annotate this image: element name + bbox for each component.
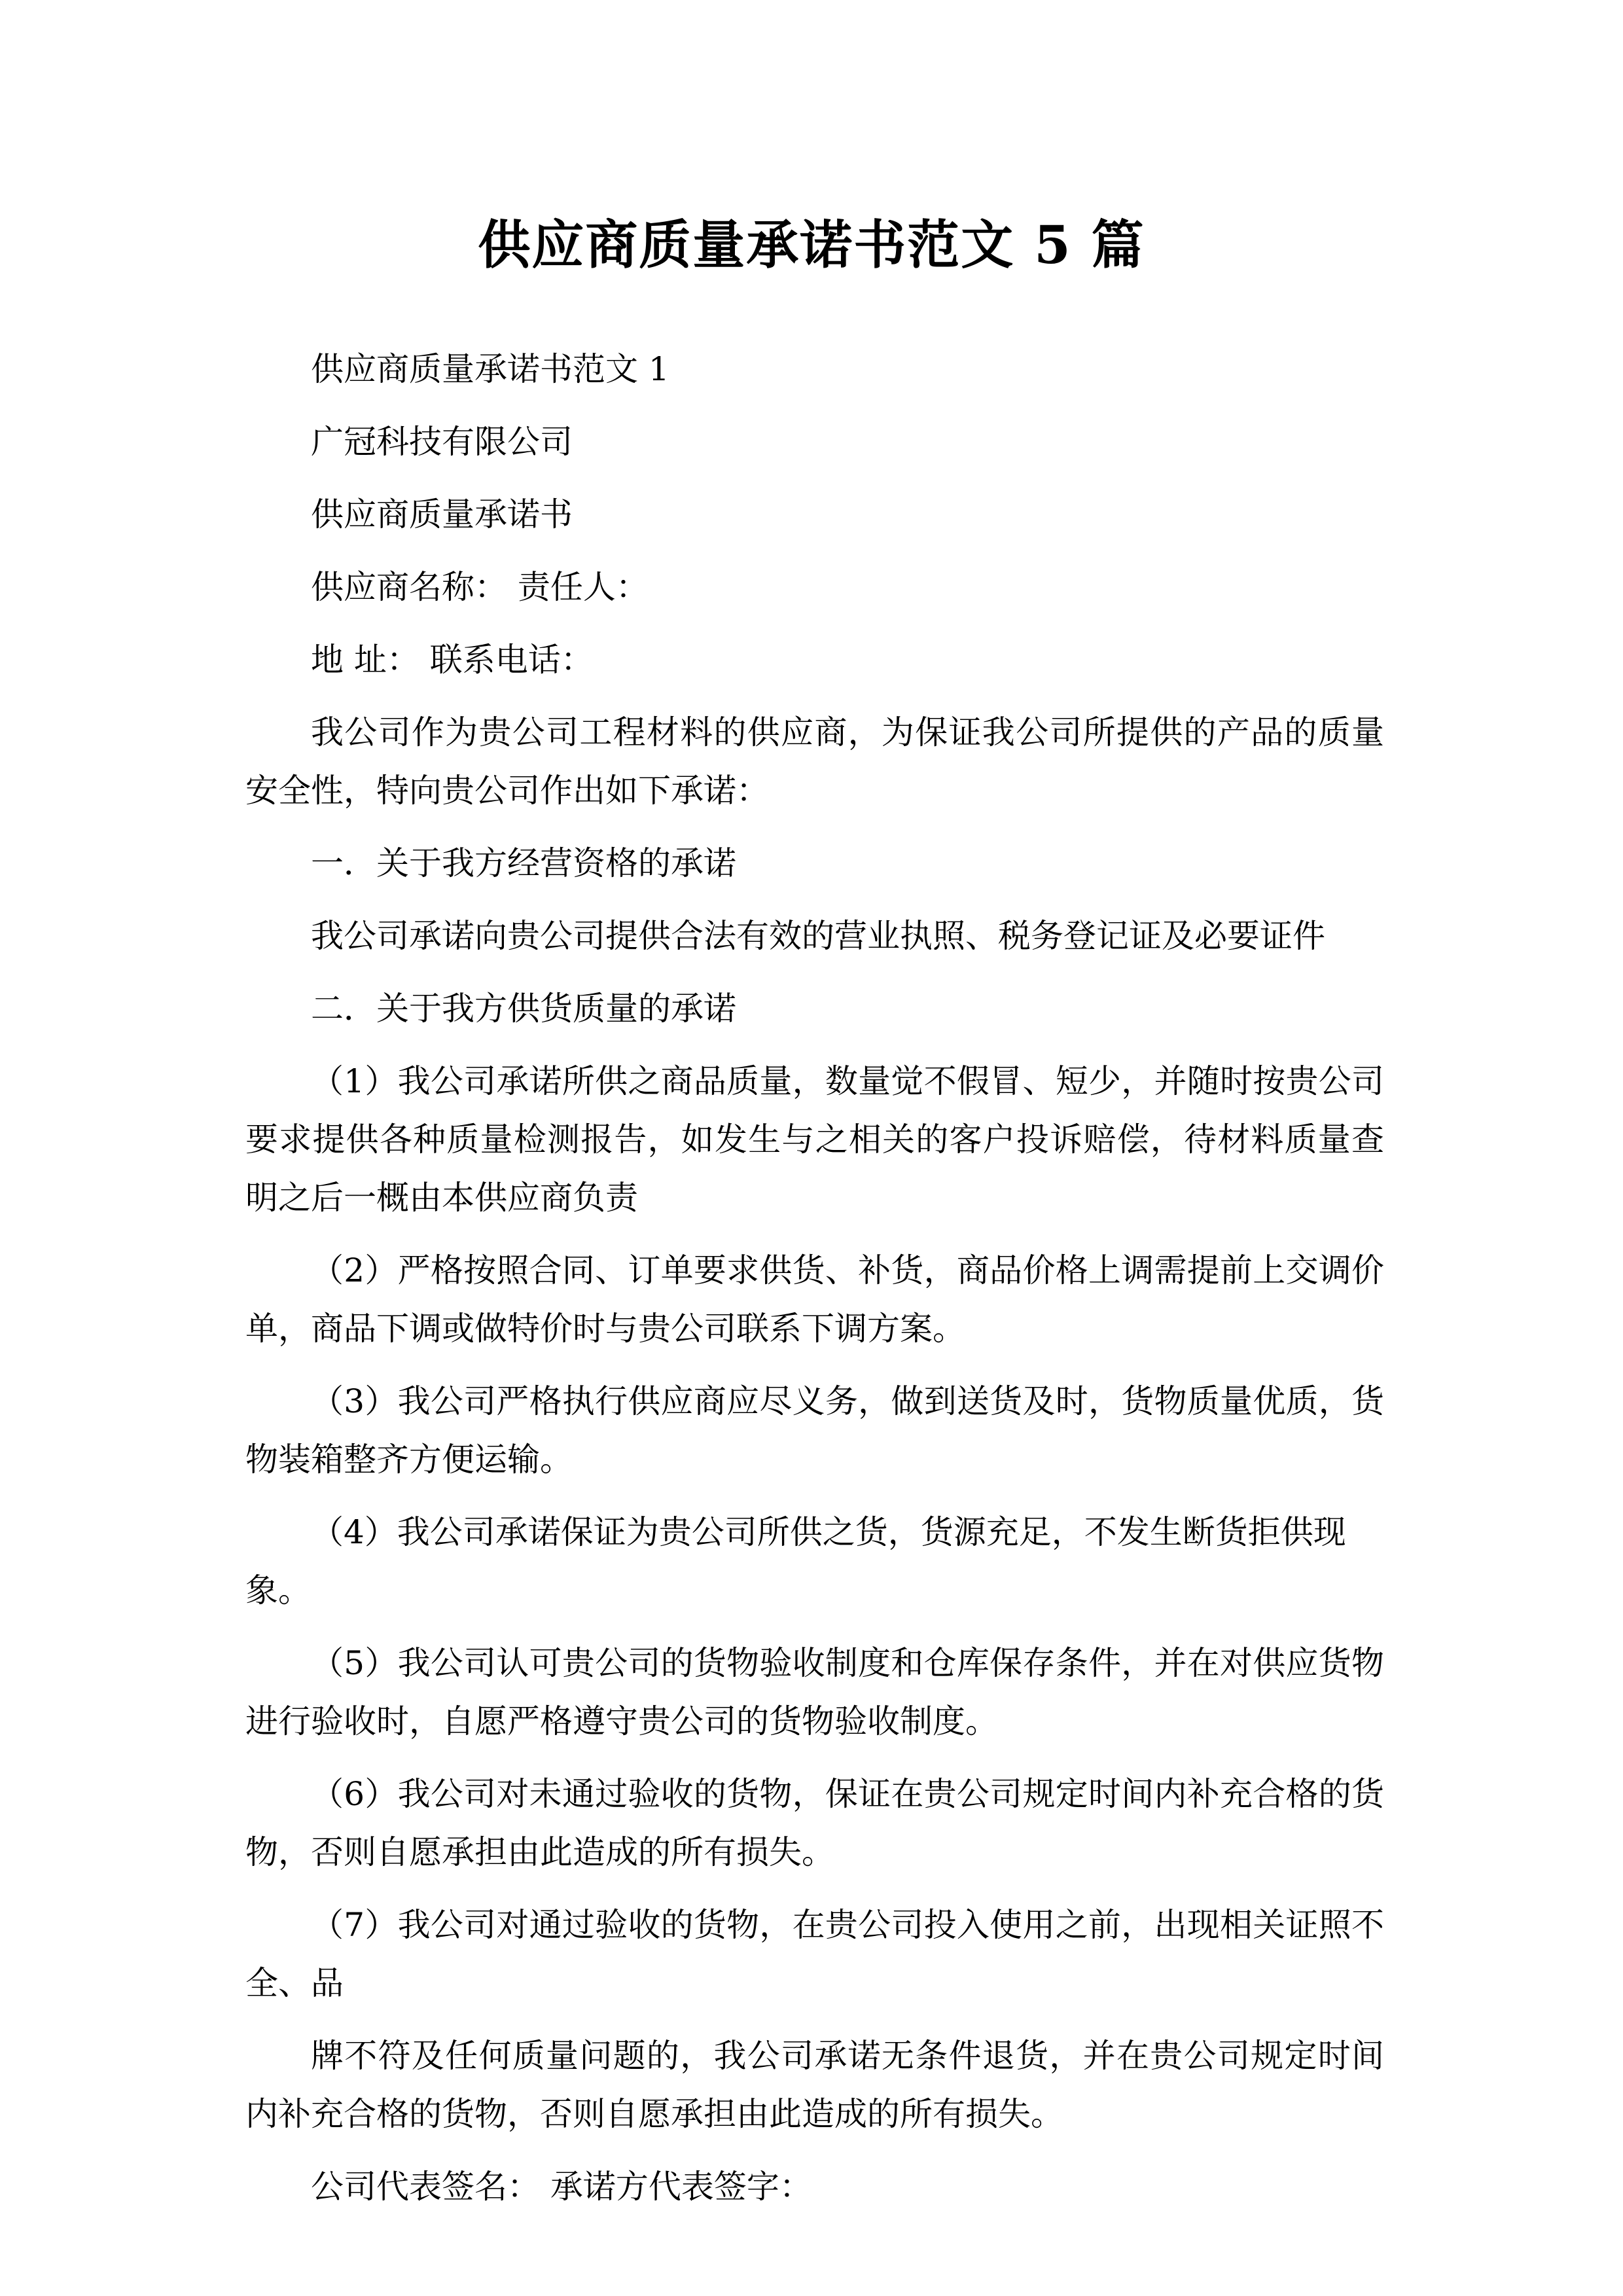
paragraph-supplier-fields: 供应商名称： 责任人：	[311, 568, 649, 606]
paragraph-section-one-heading: 一．关于我方经营资格的承诺	[311, 844, 736, 882]
paragraph-intro: 我公司作为贵公司工程材料的供应商，为保证我公司所提供的产品的质量安全性，特向贵公司作出如下承诺：	[245, 713, 1384, 810]
paragraph-item-5: （5）我公司认可贵公司的货物验收制度和仓库保存条件，并在对供应货物进行验收时，自愿严格遵守贵公司的货物验收制度。	[245, 1644, 1384, 1740]
paragraph-company-name: 广冠科技有限公司	[311, 423, 573, 461]
paragraph-item-6: （6）我公司对未通过验收的货物，保证在贵公司规定时间内补充合格的货物，否则自愿承担由此造成的所有损失。	[245, 1775, 1384, 1871]
paragraph-item-1: （1）我公司承诺所供之商品质量，数量觉不假冒、短少，并随时按贵公司要求提供各种质量检测报告，如发生与之相关的客户投诉赔偿，待材料质量查明之后一概由本供应商负责	[245, 1062, 1384, 1217]
paragraph-doc-subtitle: 供应商质量承诺书	[311, 495, 573, 533]
paragraph-section-two-heading: 二．关于我方供货质量的承诺	[311, 990, 736, 1028]
paragraph-item-2: （2）严格按照合同、订单要求供货、补货，商品价格上调需提前上交调价单，商品下调或做特价时与贵公司联系下调方案。	[245, 1251, 1384, 1348]
paragraph-address-fields: 地 址： 联系电话：	[311, 641, 594, 679]
paragraph-item-7-continued: 牌不符及任何质量问题的，我公司承诺无条件退货，并在贵公司规定时间内补充合格的货物，否则自愿承担由此造成的所有损失。	[245, 2037, 1384, 2133]
page-title: 供应商质量承诺书范文 5 篇	[478, 213, 1145, 276]
document-body	[245, 340, 1384, 2231]
paragraph-section-one-body: 我公司承诺向贵公司提供合法有效的营业执照、税务登记证及必要证件	[311, 917, 1325, 955]
paragraph-signature-line: 公司代表签名： 承诺方代表签字：	[311, 2168, 812, 2206]
paragraph-item-3: （3）我公司严格执行供应商应尽义务，做到送货及时，货物质量优质，货物装箱整齐方便运输。	[245, 1382, 1384, 1479]
paragraph-item-4: （4）我公司承诺保证为贵公司所供之货，货源充足，不发生断货拒供现象。	[245, 1513, 1346, 1609]
paragraph-sample-heading: 供应商质量承诺书范文 1	[311, 350, 669, 388]
paragraph-item-7: （7）我公司对通过验收的货物，在贵公司投入使用之前，出现相关证照不全、品	[245, 1906, 1384, 2002]
